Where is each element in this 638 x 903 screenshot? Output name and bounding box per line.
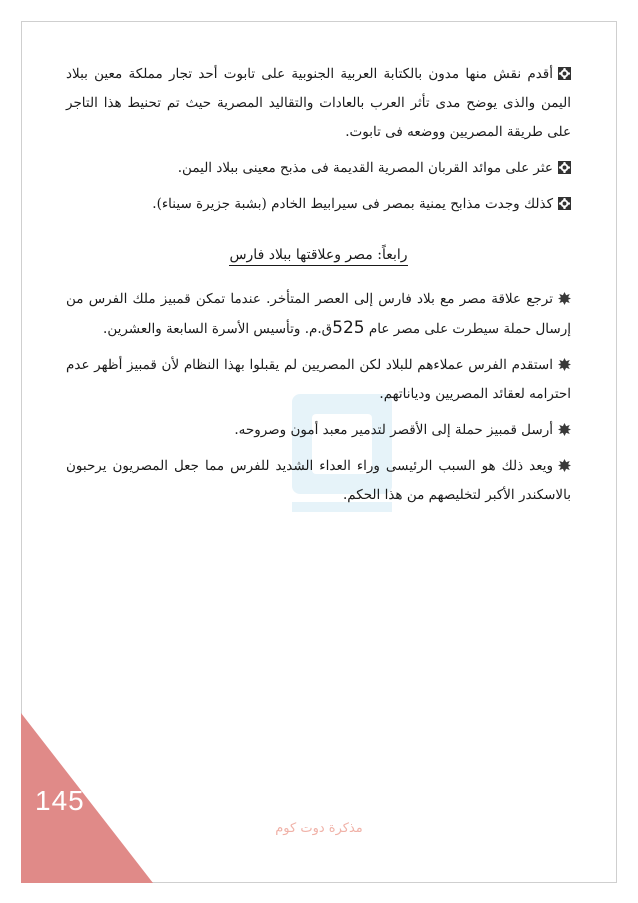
star-bullet-icon: [558, 292, 571, 305]
paragraph-6: [66, 416, 571, 445]
paragraph-text: أرسل قمبيز حملة إلى الأقصر لتدمير معبد أمون وصروحه.: [234, 422, 553, 438]
star-bullet-icon: [558, 423, 571, 436]
page-number: 145: [35, 785, 85, 816]
star-bullet-icon: [558, 459, 571, 472]
paragraph-text: ق.م. وتأسيس الأسرة السابعة والعشرين.: [103, 321, 333, 337]
paragraph-7: [66, 452, 571, 510]
star-bullet-icon: [558, 358, 571, 371]
year-number: 525: [332, 318, 365, 338]
paragraph-3: [66, 190, 571, 219]
paragraph-5: [66, 351, 571, 409]
section-heading: [66, 247, 571, 263]
flower-bullet-icon: [558, 161, 571, 174]
paragraph-text: ترجع علاقة مصر مع بلاد فارس إلى العصر المتأخر. عندما تمكن قمبيز ملك الفرس من إرسال حملة سيطرت على مصر عام: [66, 291, 571, 337]
paragraph-4: [66, 285, 571, 344]
paragraph-text: استقدم الفرس عملاءهم للبلاد لكن المصريين لم يقبلوا بهذا النظام لأن قمبيز أظهر عدم احترامه لعقائد المصريين ودياناتهم.: [66, 357, 571, 402]
paragraph-text: ويعد ذلك هو السبب الرئيسى وراء العداء الشديد للفرس مما جعل المصريون يرحبون بالاسكندر الأكبر لتخليصهم من هذا الحكم.: [66, 458, 571, 503]
paragraph-text: كذلك وجدت مذابح يمنية بمصر فى سيرابيط الخادم (بشبة جزيرة سيناء).: [152, 196, 553, 212]
footer-watermark-text: مذكرة دوت كوم: [275, 821, 363, 836]
flower-bullet-icon: [558, 197, 571, 210]
flower-bullet-icon: [558, 67, 571, 80]
paragraph-2: [66, 154, 571, 183]
paragraph-text: عثر على موائد القربان المصرية القديمة فى مذبح معينى ببلاد اليمن.: [177, 160, 553, 176]
paragraph-1: [66, 60, 571, 147]
paragraph-text: أقدم نقش منها مدون بالكتابة العربية الجنوبية على تابوت أحد تجار مملكة معين ببلاد اليمن والذى يوضح مدى تأثر العرب بالعادات والتقاليد المصرية حيث تم تحنيط هذا التاجر على طريقة المصريين ووضعه فى تابوت.: [66, 66, 571, 140]
section-heading-text: رابعاً: مصر وعلاقتها ببلاد فارس: [229, 247, 407, 266]
page-content: [66, 60, 571, 517]
